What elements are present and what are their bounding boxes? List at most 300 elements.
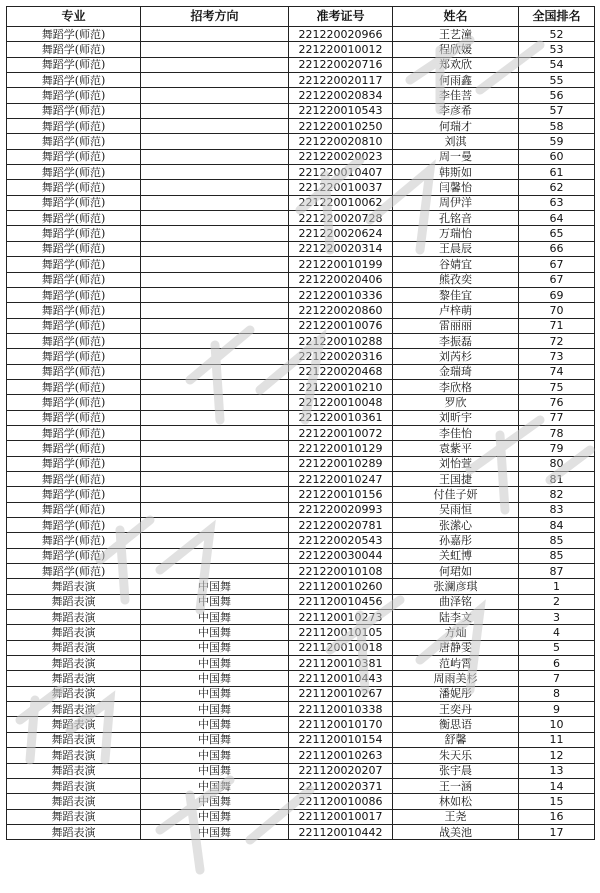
table-row [7,42,595,57]
cell-major: 舞蹈表演 [7,671,141,686]
cell-major: 舞蹈学(师范) [7,134,141,149]
cell-major: 舞蹈学(师范) [7,395,141,410]
cell-rank: 66 [519,241,595,256]
cell-exam-number: 221220020406 [289,272,393,287]
cell-exam-number: 221220030044 [289,548,393,563]
cell-name: 张潆心 [393,518,519,533]
cell-exam-number: 221220010336 [289,287,393,302]
cell-exam-number: 221220020781 [289,518,393,533]
cell-direction [141,318,289,333]
cell-exam-number: 221120010456 [289,594,393,609]
cell-direction [141,441,289,456]
cell-rank: 8 [519,686,595,701]
cell-name: 罗欣 [393,395,519,410]
cell-name: 王国捷 [393,471,519,486]
table-row [7,625,595,640]
table-row [7,594,595,609]
table-row [7,425,595,440]
cell-direction [141,165,289,180]
table-row [7,364,595,379]
cell-major: 舞蹈学(师范) [7,364,141,379]
table-row [7,671,595,686]
cell-direction [141,456,289,471]
cell-rank: 62 [519,180,595,195]
cell-major: 舞蹈表演 [7,748,141,763]
cell-direction: 中国舞 [141,640,289,655]
table-row [7,809,595,824]
cell-rank: 11 [519,732,595,747]
cell-major: 舞蹈学(师范) [7,73,141,88]
cell-major: 舞蹈学(师范) [7,272,141,287]
cell-name: 方灿 [393,625,519,640]
cell-direction: 中国舞 [141,702,289,717]
cell-name: 朱天乐 [393,748,519,763]
cell-exam-number: 221220020728 [289,211,393,226]
table-row [7,149,595,164]
cell-direction [141,349,289,364]
cell-major: 舞蹈学(师范) [7,241,141,256]
cell-exam-number: 221220010156 [289,487,393,502]
cell-name: 闫馨怡 [393,180,519,195]
cell-direction [141,502,289,517]
cell-rank: 13 [519,763,595,778]
cell-major: 舞蹈学(师范) [7,195,141,210]
cell-exam-number: 221120010338 [289,702,393,717]
cell-direction [141,518,289,533]
cell-major: 舞蹈学(师范) [7,287,141,302]
cell-direction [141,471,289,486]
cell-rank: 17 [519,824,595,839]
cell-exam-number: 221220010199 [289,257,393,272]
table-row [7,717,595,732]
cell-direction [141,88,289,103]
cell-name: 周一曼 [393,149,519,164]
cell-direction [141,27,289,42]
cell-name: 潘妮彤 [393,686,519,701]
table-row [7,27,595,42]
cell-major: 舞蹈表演 [7,778,141,793]
cell-exam-number: 221220020543 [289,533,393,548]
cell-major: 舞蹈学(师范) [7,379,141,394]
cell-major: 舞蹈学(师范) [7,103,141,118]
cell-name: 周伊洋 [393,195,519,210]
cell-name: 王一涵 [393,778,519,793]
cell-name: 熊孜奕 [393,272,519,287]
table-body [7,27,595,840]
cell-exam-number: 221120010170 [289,717,393,732]
cell-exam-number: 221220010108 [289,564,393,579]
cell-major: 舞蹈学(师范) [7,318,141,333]
cell-major: 舞蹈学(师范) [7,27,141,42]
cell-exam-number: 221220020468 [289,364,393,379]
table-row [7,610,595,625]
cell-name: 唐静雯 [393,640,519,655]
cell-direction [141,241,289,256]
cell-direction [141,333,289,348]
cell-name: 曲泽铭 [393,594,519,609]
cell-name: 范屿霄 [393,656,519,671]
cell-exam-number: 221220010037 [289,180,393,195]
cell-direction [141,533,289,548]
cell-direction [141,180,289,195]
cell-rank: 53 [519,42,595,57]
table-row [7,303,595,318]
cell-exam-number: 221220010012 [289,42,393,57]
cell-rank: 75 [519,379,595,394]
cell-rank: 4 [519,625,595,640]
cell-rank: 80 [519,456,595,471]
cell-name: 袁紫平 [393,441,519,456]
cell-rank: 52 [519,27,595,42]
table-row [7,88,595,103]
cell-rank: 6 [519,656,595,671]
cell-exam-number: 221120020207 [289,763,393,778]
cell-rank: 69 [519,287,595,302]
cell-rank: 61 [519,165,595,180]
table-row [7,487,595,502]
cell-name: 吴雨恒 [393,502,519,517]
cell-major: 舞蹈学(师范) [7,425,141,440]
header-row [7,7,595,27]
table-row [7,441,595,456]
cell-direction [141,134,289,149]
cell-direction: 中国舞 [141,732,289,747]
cell-major: 舞蹈表演 [7,625,141,640]
cell-exam-number: 221220010129 [289,441,393,456]
cell-major: 舞蹈学(师范) [7,226,141,241]
cell-rank: 87 [519,564,595,579]
cell-major: 舞蹈学(师范) [7,88,141,103]
cell-rank: 85 [519,548,595,563]
cell-name: 程欣媛 [393,42,519,57]
cell-rank: 63 [519,195,595,210]
table-row [7,379,595,394]
cell-direction [141,195,289,210]
cell-exam-number: 221220020314 [289,241,393,256]
ranking-table [6,6,595,840]
cell-major: 舞蹈学(师范) [7,211,141,226]
table-row [7,103,595,118]
cell-direction [141,272,289,287]
cell-name: 王奕丹 [393,702,519,717]
table-row [7,732,595,747]
cell-name: 孔铭音 [393,211,519,226]
cell-exam-number: 221220010048 [289,395,393,410]
table-row [7,318,595,333]
cell-exam-number: 221220010072 [289,425,393,440]
cell-rank: 81 [519,471,595,486]
cell-direction [141,149,289,164]
cell-rank: 15 [519,794,595,809]
cell-major: 舞蹈学(师范) [7,533,141,548]
cell-exam-number: 221120010105 [289,625,393,640]
cell-name: 战美池 [393,824,519,839]
cell-rank: 60 [519,149,595,164]
cell-name: 关虹博 [393,548,519,563]
table-row [7,287,595,302]
cell-name: 李欣格 [393,379,519,394]
cell-direction [141,410,289,425]
cell-rank: 7 [519,671,595,686]
cell-rank: 3 [519,610,595,625]
table-row [7,134,595,149]
cell-major: 舞蹈学(师范) [7,518,141,533]
cell-rank: 65 [519,226,595,241]
cell-rank: 5 [519,640,595,655]
cell-direction: 中国舞 [141,778,289,793]
cell-rank: 59 [519,134,595,149]
header-rank: 全国排名 [519,7,595,27]
table-row [7,778,595,793]
cell-exam-number: 221220010250 [289,119,393,134]
header-major: 专业 [7,7,141,27]
cell-rank: 76 [519,395,595,410]
cell-direction: 中国舞 [141,656,289,671]
cell-rank: 14 [519,778,595,793]
cell-direction: 中国舞 [141,748,289,763]
table-row [7,518,595,533]
cell-major: 舞蹈学(师范) [7,456,141,471]
cell-rank: 77 [519,410,595,425]
cell-rank: 9 [519,702,595,717]
table-row [7,471,595,486]
cell-direction [141,487,289,502]
cell-name: 李彦希 [393,103,519,118]
table-row [7,333,595,348]
cell-rank: 56 [519,88,595,103]
cell-name: 付佳子妍 [393,487,519,502]
cell-exam-number: 221120010381 [289,656,393,671]
cell-major: 舞蹈表演 [7,809,141,824]
cell-name: 张澜彦琪 [393,579,519,594]
cell-exam-number: 221220010288 [289,333,393,348]
cell-direction [141,379,289,394]
cell-direction [141,564,289,579]
cell-major: 舞蹈学(师范) [7,349,141,364]
cell-major: 舞蹈学(师范) [7,410,141,425]
cell-direction [141,548,289,563]
table-row [7,165,595,180]
cell-major: 舞蹈学(师范) [7,149,141,164]
cell-name: 何雨鑫 [393,73,519,88]
table-row [7,73,595,88]
cell-major: 舞蹈表演 [7,717,141,732]
cell-major: 舞蹈表演 [7,686,141,701]
table-row [7,702,595,717]
cell-name: 张宇晨 [393,763,519,778]
cell-rank: 73 [519,349,595,364]
cell-exam-number: 221220010407 [289,165,393,180]
cell-exam-number: 221120010442 [289,824,393,839]
table-row [7,349,595,364]
cell-name: 李佳菩 [393,88,519,103]
cell-direction [141,287,289,302]
cell-major: 舞蹈学(师范) [7,487,141,502]
cell-rank: 12 [519,748,595,763]
cell-direction [141,425,289,440]
cell-direction [141,103,289,118]
table-row [7,763,595,778]
cell-direction: 中国舞 [141,686,289,701]
cell-name: 王晨辰 [393,241,519,256]
cell-major: 舞蹈表演 [7,794,141,809]
cell-direction: 中国舞 [141,625,289,640]
header-direction: 招考方向 [141,7,289,27]
table-row [7,410,595,425]
cell-name: 何珺如 [393,564,519,579]
cell-major: 舞蹈表演 [7,579,141,594]
cell-name: 刘芮杉 [393,349,519,364]
table-row [7,272,595,287]
cell-exam-number: 221220010062 [289,195,393,210]
cell-major: 舞蹈学(师范) [7,471,141,486]
cell-exam-number: 221120010154 [289,732,393,747]
cell-direction [141,42,289,57]
cell-rank: 78 [519,425,595,440]
cell-exam-number: 221220020316 [289,349,393,364]
table-row [7,533,595,548]
cell-direction: 中国舞 [141,610,289,625]
table-row [7,686,595,701]
table-row [7,211,595,226]
cell-exam-number: 221220010076 [289,318,393,333]
cell-exam-number: 221220010361 [289,410,393,425]
cell-exam-number: 221220020624 [289,226,393,241]
cell-exam-number: 221120010017 [289,809,393,824]
cell-major: 舞蹈表演 [7,594,141,609]
cell-direction [141,211,289,226]
cell-rank: 72 [519,333,595,348]
cell-exam-number: 221120010443 [289,671,393,686]
cell-rank: 84 [519,518,595,533]
table-row [7,180,595,195]
cell-exam-number: 221220010247 [289,471,393,486]
table-row [7,824,595,839]
cell-major: 舞蹈学(师范) [7,57,141,72]
header-name: 姓名 [393,7,519,27]
cell-name: 刘昕宇 [393,410,519,425]
table-row [7,395,595,410]
cell-rank: 1 [519,579,595,594]
cell-name: 刘怡萱 [393,456,519,471]
cell-exam-number: 221120010018 [289,640,393,655]
table-row [7,119,595,134]
cell-exam-number: 221220020834 [289,88,393,103]
cell-name: 韩斯如 [393,165,519,180]
cell-major: 舞蹈学(师范) [7,303,141,318]
cell-exam-number: 221220010543 [289,103,393,118]
table-row [7,748,595,763]
cell-direction: 中国舞 [141,579,289,594]
cell-exam-number: 221120010260 [289,579,393,594]
cell-exam-number: 221120010273 [289,610,393,625]
cell-rank: 55 [519,73,595,88]
cell-name: 李佳怡 [393,425,519,440]
cell-name: 万瑞怡 [393,226,519,241]
cell-exam-number: 221220020860 [289,303,393,318]
cell-major: 舞蹈学(师范) [7,441,141,456]
table-row [7,548,595,563]
cell-direction: 中国舞 [141,671,289,686]
cell-name: 衡思语 [393,717,519,732]
cell-name: 郑欢欣 [393,57,519,72]
table-row [7,656,595,671]
cell-major: 舞蹈表演 [7,763,141,778]
cell-direction: 中国舞 [141,794,289,809]
cell-major: 舞蹈学(师范) [7,165,141,180]
cell-exam-number: 221220020716 [289,57,393,72]
cell-direction [141,119,289,134]
cell-rank: 79 [519,441,595,456]
cell-exam-number: 221220010289 [289,456,393,471]
table-row [7,564,595,579]
cell-exam-number: 221120010267 [289,686,393,701]
cell-name: 卢梓萌 [393,303,519,318]
cell-major: 舞蹈学(师范) [7,119,141,134]
cell-exam-number: 221120020371 [289,778,393,793]
cell-rank: 64 [519,211,595,226]
cell-major: 舞蹈学(师范) [7,333,141,348]
cell-rank: 54 [519,57,595,72]
cell-direction [141,395,289,410]
table-row [7,579,595,594]
cell-name: 陆李文 [393,610,519,625]
cell-direction [141,364,289,379]
table-row [7,257,595,272]
cell-major: 舞蹈学(师范) [7,257,141,272]
cell-exam-number: 221220020966 [289,27,393,42]
cell-direction: 中国舞 [141,594,289,609]
cell-major: 舞蹈学(师范) [7,564,141,579]
cell-major: 舞蹈表演 [7,640,141,655]
cell-major: 舞蹈学(师范) [7,502,141,517]
cell-major: 舞蹈表演 [7,610,141,625]
cell-rank: 74 [519,364,595,379]
table-row [7,241,595,256]
header-exam-number: 准考证号 [289,7,393,27]
cell-major: 舞蹈学(师范) [7,180,141,195]
cell-major: 舞蹈表演 [7,824,141,839]
cell-rank: 71 [519,318,595,333]
cell-exam-number: 221120010263 [289,748,393,763]
cell-major: 舞蹈学(师范) [7,42,141,57]
cell-exam-number: 221120010086 [289,794,393,809]
cell-rank: 67 [519,272,595,287]
cell-exam-number: 221220020993 [289,502,393,517]
cell-major: 舞蹈学(师范) [7,548,141,563]
cell-direction [141,226,289,241]
cell-name: 何瑞才 [393,119,519,134]
cell-direction [141,57,289,72]
cell-rank: 58 [519,119,595,134]
table-row [7,226,595,241]
cell-exam-number: 221220020810 [289,134,393,149]
cell-name: 周雨美杉 [393,671,519,686]
table-row [7,640,595,655]
cell-rank: 85 [519,533,595,548]
cell-rank: 2 [519,594,595,609]
cell-name: 刘淇 [393,134,519,149]
cell-rank: 67 [519,257,595,272]
cell-direction: 中国舞 [141,717,289,732]
table-row [7,195,595,210]
cell-name: 孙嘉彤 [393,533,519,548]
cell-major: 舞蹈表演 [7,656,141,671]
cell-name: 舒馨 [393,732,519,747]
table-row [7,794,595,809]
cell-direction: 中国舞 [141,809,289,824]
cell-direction: 中国舞 [141,824,289,839]
